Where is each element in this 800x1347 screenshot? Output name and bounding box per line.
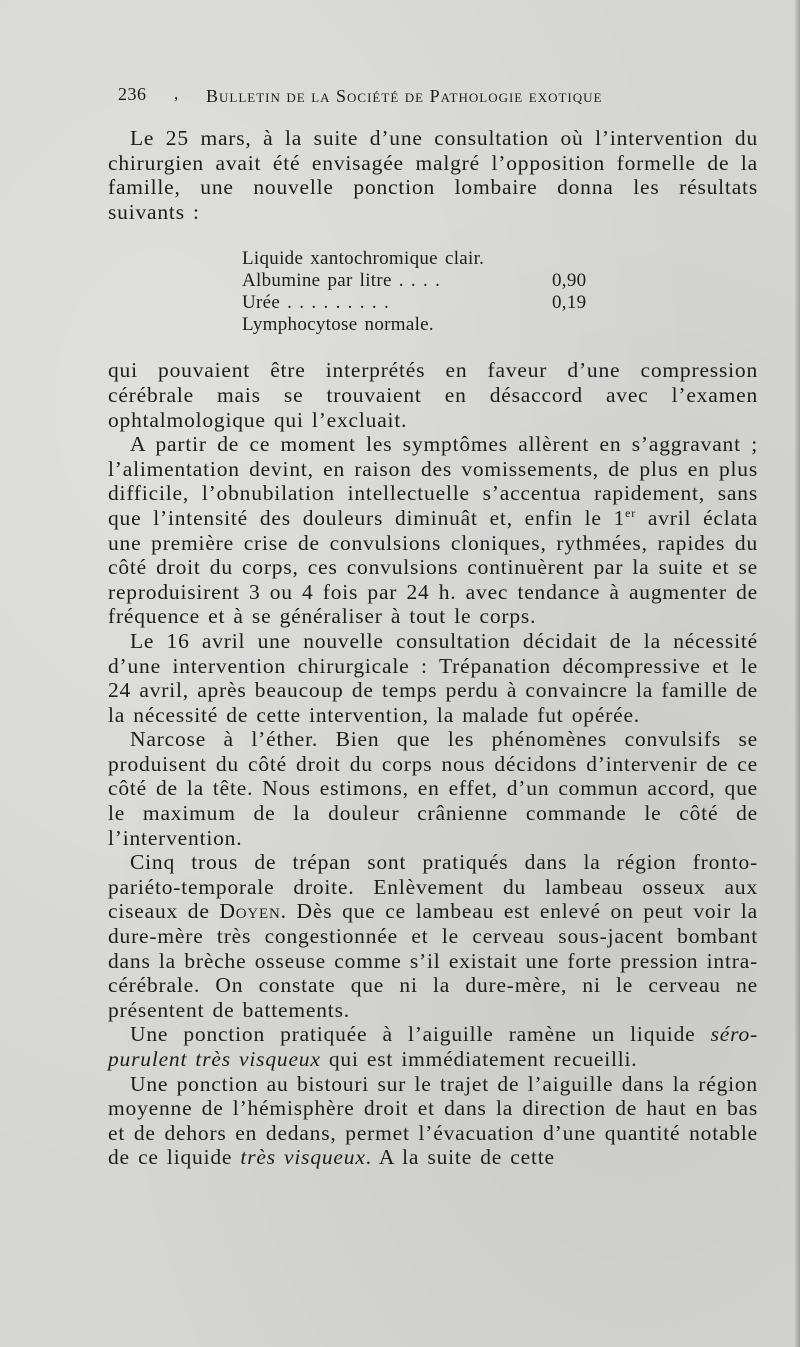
result-label: Urée . . . . . . . . . [242, 292, 390, 314]
bistouri-italic-term: très visqueux [240, 1145, 366, 1170]
paragraph-ponction [108, 1022, 758, 1071]
ponction-italic-term: séro-purulent très visqueux [108, 1022, 758, 1071]
ordinal-suffix: er [625, 505, 637, 520]
result-value: 0,90 [552, 270, 587, 292]
running-title: Bulletin de la Société de Pathologie exotique [206, 86, 603, 106]
result-row [242, 270, 602, 292]
page-header [118, 84, 678, 114]
result-row [242, 248, 602, 270]
symptoms-text-part2: avril éclata une première crise de convulsions cloniques, rythmées, rapides du côté droit du corps, ces convulsions continuèrent par la suite et se reproduisirent 3 ou 4 fois par 24 h. avec tendance à augmenter de fréquence et à se généraliser à tout le corps. [108, 505, 759, 629]
paragraph-narcose: Narcose à l’éther. Bien que les phénomènes convulsifs se produisent du côté droit du corps nous décidons d’intervenir de ce côté de la tête. Nous estimons, en effet, d’un commun accord, que le maximum de la douleur crânienne commande le côté de l’intervention. [108, 727, 758, 850]
result-label: Liquide xantochromique clair. [242, 248, 485, 270]
paragraph-april-16: Le 16 avril une nouvelle consultation décidait de la nécessité d’une intervention chirurgicale : Trépanation décompressive et le 24 avril, après beaucoup de temps perdu à convaincre la famille de la nécessité de cette intervention, la malade fut opérée. [108, 628, 758, 727]
symptoms-text-part1: A partir de ce moment les symptômes allèrent en s’aggravant ; l’alimentation devint, en raison des vomissements, de plus en plus difficile, l’obnubilation intellectuelle s’accentua rapidement, sans que l’intensité des douleurs diminuât et, enfin le 1 [108, 432, 758, 530]
paragraph-bistouri [108, 1072, 758, 1170]
result-row [242, 292, 602, 314]
result-value: 0,19 [552, 292, 587, 314]
paragraph-after-results: qui pouvaient être interprétés en faveur d’une compression cérébrale mais se trouvaient en désaccord avec l’examen ophtalmologique qui l’excluait. [108, 358, 758, 432]
result-value [552, 314, 602, 336]
paragraph-trepan [108, 850, 758, 1022]
header-separator: , [174, 84, 179, 103]
result-value [552, 248, 602, 270]
page-number: 236 [118, 84, 147, 104]
result-label: Albumine par litre . . . . [242, 270, 441, 292]
ponction-text-part1: Une ponction pratiquée à l’aiguille ramène un liquide [130, 1022, 711, 1047]
surgeon-name: Doyen [219, 899, 281, 924]
bistouri-text-part1: Une ponction au bistouri sur le trajet de l’aiguille dans la région moyenne de l’hémisphère droit et dans la direction de haut en bas et de dehors en dedans, permet l’évacuation d’une quantité notable de ce liquide [108, 1071, 758, 1170]
ponction-text-part2: qui est immédiatement recueilli. [320, 1047, 638, 1071]
paragraph-intro: Le 25 mars, à la suite d’une consultation où l’intervention du chirurgien avait été envisagée malgré l’opposition formelle de la famille, une nouvelle ponction lombaire donna les résultats suivants : [108, 126, 758, 224]
body-text [108, 126, 758, 1170]
result-label: Lymphocytose normale. [242, 314, 434, 336]
bistouri-text-part2: . A la suite de cette [365, 1145, 555, 1170]
result-row [242, 314, 602, 336]
page-edge-shadow [794, 0, 800, 1347]
trepan-text-part2: . Dès que ce lambeau est enlevé on peut voir la dure-mère très congestionnée et le cerveau sous-jacent bombant dans la brèche osseuse comme s’il existait une forte pression intra-cérébrale. On constate que ni la dure-mère, ni le cerveau ne présentent de battements. [108, 899, 759, 1022]
lab-results-table [242, 248, 602, 336]
trepan-text-part1: Cinq trous de trépan sont pratiqués dans la région fronto-pariéto-temporale droite. Enlèvement du lambeau osseux aux ciseaux de [108, 850, 758, 924]
paragraph-symptoms [108, 432, 758, 629]
